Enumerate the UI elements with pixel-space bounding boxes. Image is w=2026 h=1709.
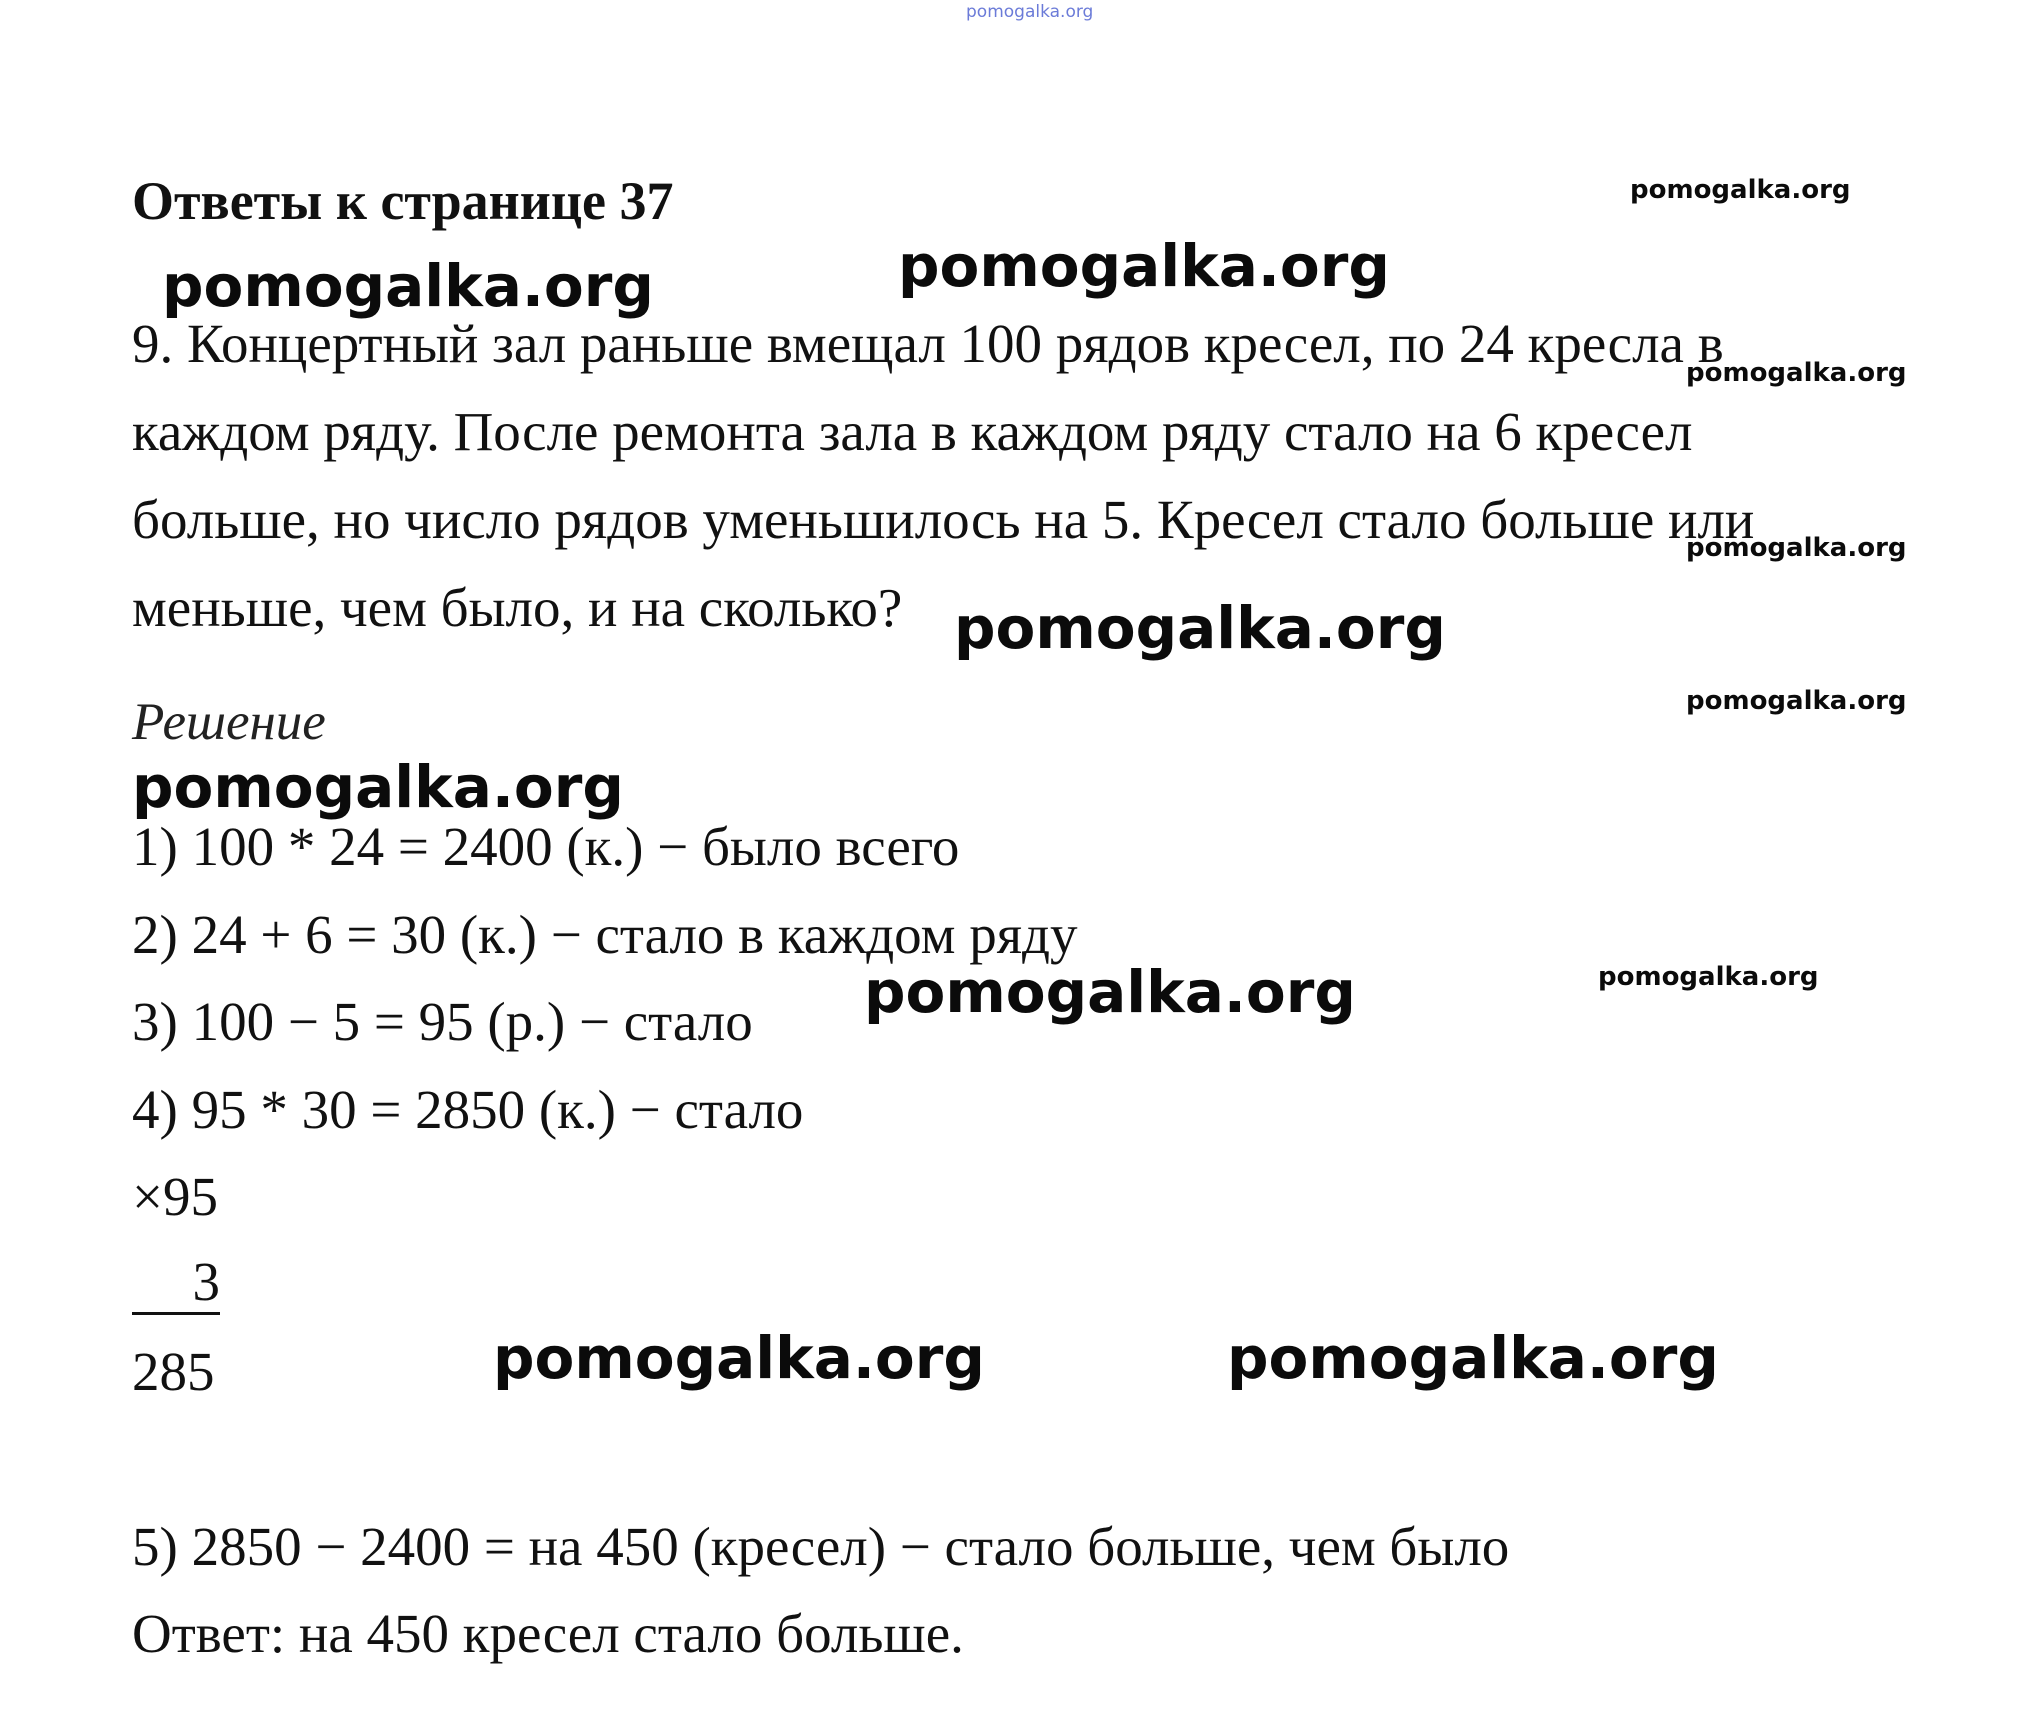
watermark-big: pomogalka.org [162,252,654,320]
watermark-small: pomogalka.org [1686,358,1907,388]
watermark-big: pomogalka.org [132,753,624,821]
solution-step-5: 5) 2850 − 2400 = на 450 (кресел) − стало больше, чем было [132,1516,1510,1577]
watermark-small: pomogalka.org [1686,686,1907,716]
watermark-big: pomogalka.org [898,232,1390,300]
solution-step-2: 2) 24 + 6 = 30 (к.) − стало в каждом ряду [132,904,1078,965]
solution-step-4: 4) 95 * 30 = 2850 (к.) − стало [132,1079,804,1140]
watermark-big: pomogalka.org [493,1324,985,1392]
column-calc-multiplicand: ×95 [132,1166,219,1227]
watermark-big: pomogalka.org [1227,1324,1719,1392]
problem-text: 9. Концертный зал раньше вмещал 100 рядов кресел, по 24 кресла в каждом ряду. После ремонта зала в каждом ряду стало на 6 кресел больше, но число рядов уменьшилось на 5. Кресел стало больше или меньше, чем было, и на сколько? [132,313,1755,638]
watermark-big: pomogalka.org [954,594,1446,662]
watermark-small: pomogalka.org [1686,533,1907,563]
watermark-big: pomogalka.org [864,958,1356,1026]
watermark-small: pomogalka.org [1598,962,1819,992]
column-calc-result: 285 [132,1341,215,1402]
solution-step-3: 3) 100 − 5 = 95 (р.) − стало [132,991,753,1052]
watermark-small: pomogalka.org [1630,175,1851,205]
column-calc-multiplier: 3 [132,1252,220,1315]
solution-label: Решение [132,693,326,751]
page-title: Ответы к странице 37 [132,171,674,231]
solution-step-1: 1) 100 * 24 = 2400 (к.) − было всего [132,816,960,877]
answer-line: Ответ: на 450 кресел стало больше. [132,1603,964,1664]
top-watermark: pomogalka.org [966,2,1094,22]
